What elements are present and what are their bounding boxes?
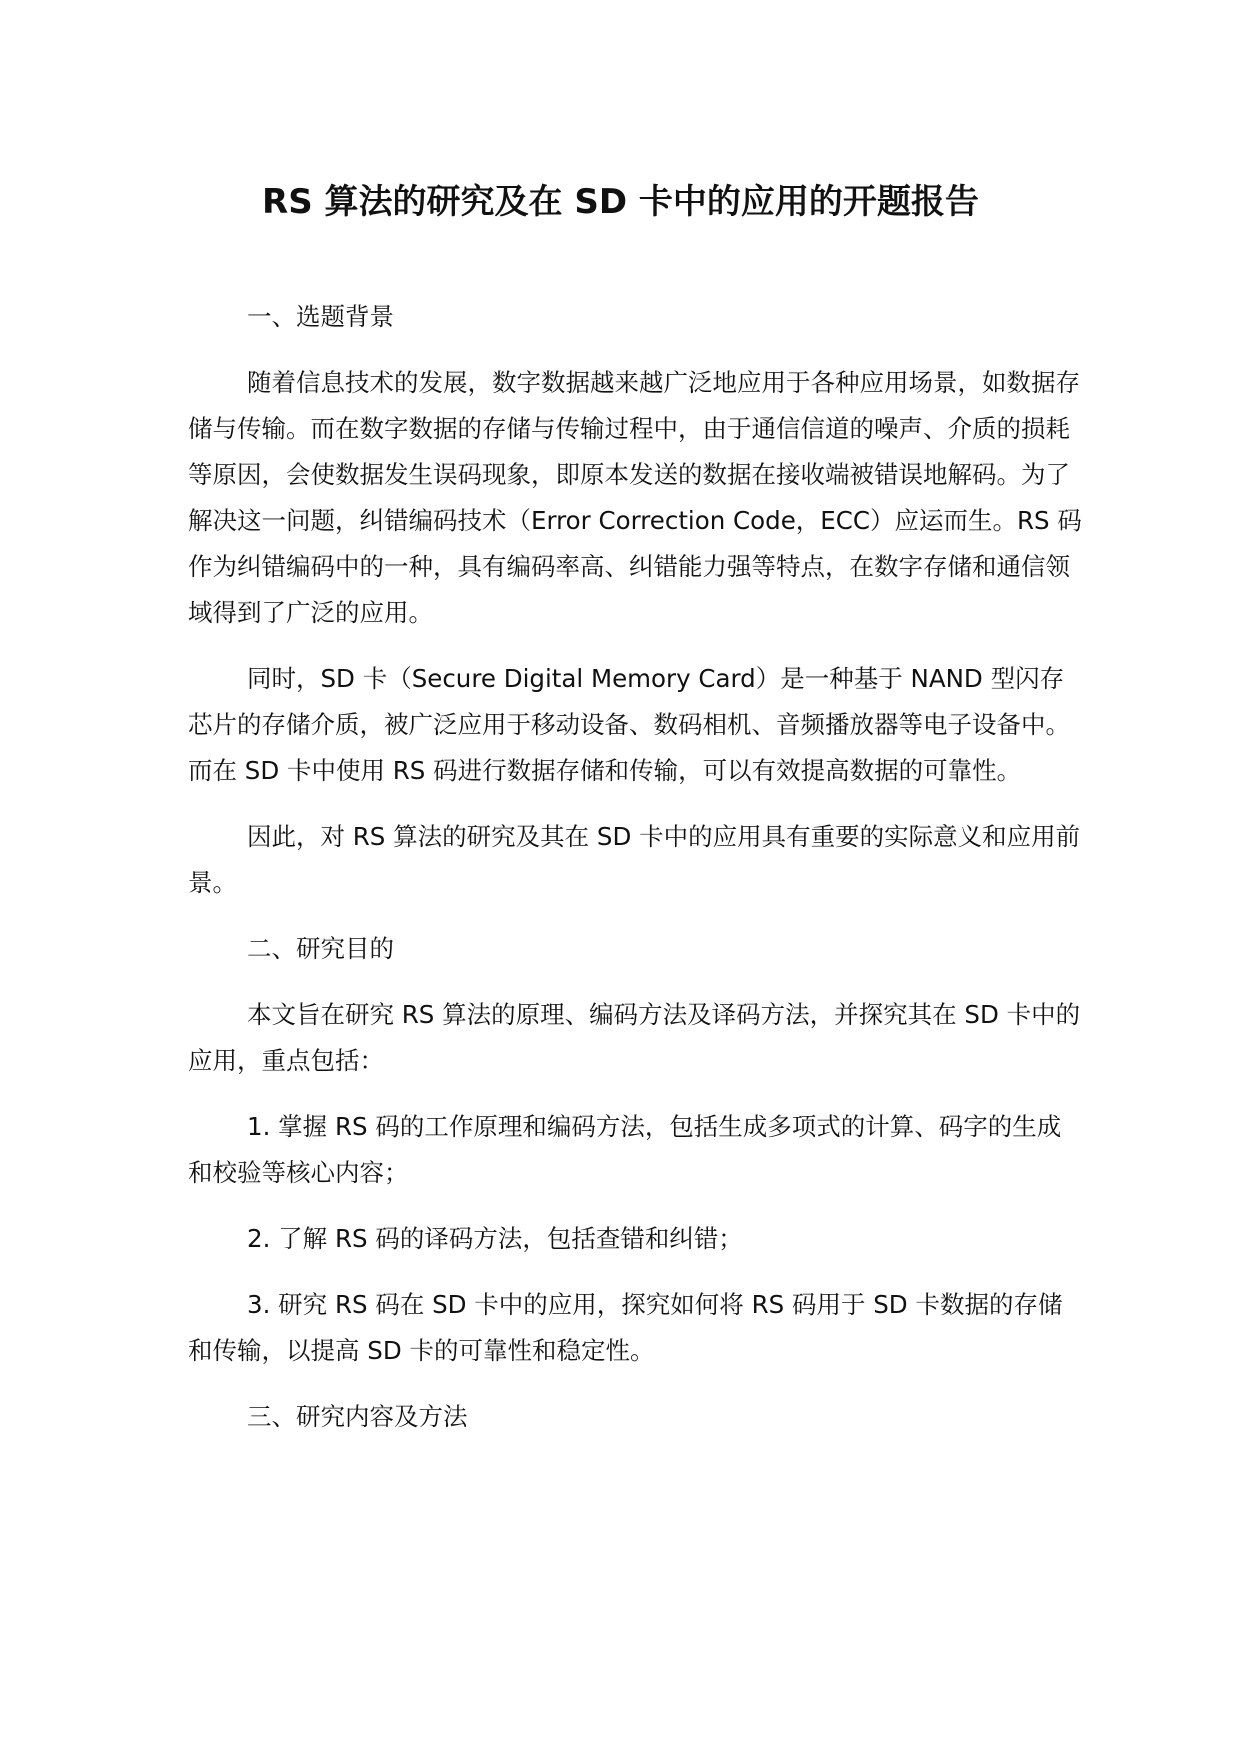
- paragraph-background-3: 因此，对 RS 算法的研究及其在 SD 卡中的应用具有重要的实际意义和应用前景。: [188, 822, 1081, 897]
- paragraph-background-1: 随着信息技术的发展，数字数据越来越广泛地应用于各种应用场景，如数据存储与传输。而在数字数据的存储与传输过程中，由于通信信道的噪声、介质的损耗等原因，会使数据发生误码现象，即原本发送的数据在接收端被错误地解码。为了解决这一问题，纠错编码技术（Error Correction Code，ECC）应运而生。RS 码作为纠错编码中的一种，具有编码率高、纠错能力强等特点，在数字存储和通信领域得到了广泛的应用。: [188, 368, 1082, 627]
- document-body: [188, 294, 1083, 1460]
- section-heading-background: 一、选题背景: [247, 302, 394, 331]
- list-item-purpose-2: 2. 了解 RS 码的译码方法，包括查错和纠错；: [247, 1224, 743, 1253]
- section-heading-purpose: 二、研究目的: [247, 934, 394, 963]
- section-heading-content-methods: 三、研究内容及方法: [247, 1402, 468, 1431]
- document-title: RS 算法的研究及在 SD 卡中的应用的开题报告: [262, 182, 979, 222]
- paragraph-purpose-intro: 本文旨在研究 RS 算法的原理、编码方法及译码方法，并探究其在 SD 卡中的应用，重点包括：: [188, 1000, 1081, 1075]
- paragraph-background-2: 同时，SD 卡（Secure Digital Memory Card）是一种基于 NAND 型闪存芯片的存储介质，被广泛应用于移动设备、数码相机、音频播放器等电子设备中。而在 SD 卡中使用 RS 码进行数据存储和传输，可以有效提高数据的可靠性。: [188, 664, 1070, 785]
- list-item-purpose-1: 1. 掌握 RS 码的工作原理和编码方法，包括生成多项式的计算、码字的生成和校验等核心内容；: [188, 1112, 1062, 1187]
- list-item-purpose-3: 3. 研究 RS 码在 SD 卡中的应用，探究如何将 RS 码用于 SD 卡数据的存储和传输，以提高 SD 卡的可靠性和稳定性。: [188, 1290, 1063, 1365]
